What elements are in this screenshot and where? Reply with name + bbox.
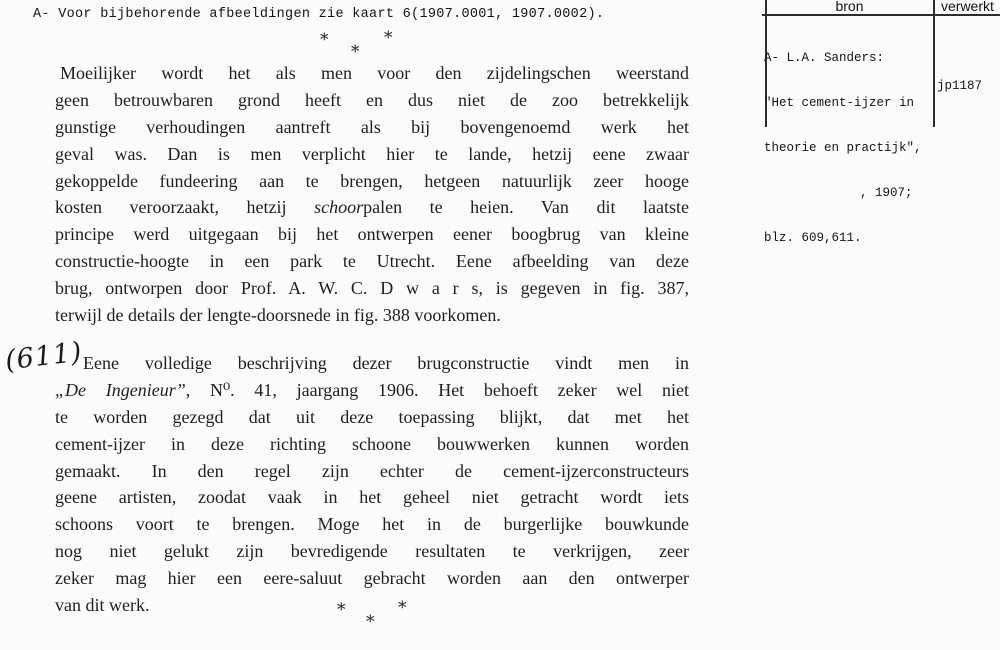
asterisk-icon: * xyxy=(337,600,346,620)
source-line: theorie en practijk", xyxy=(764,141,922,155)
text-line: zeker mag hier een eere-saluut gebracht worden aan den ontwerper xyxy=(55,568,689,589)
paragraph-1 xyxy=(55,60,689,329)
text-line: constructie-hoogte in een park te Utrecht. Eene afbeelding van deze xyxy=(55,251,689,272)
text-run-italic: schoor xyxy=(314,197,364,218)
text-line xyxy=(55,377,689,404)
text-run: , N⁰. 41, jaargang 1906. Het behoeft zeker wel niet xyxy=(185,379,689,400)
text-run-italic: „De Ingenieur” xyxy=(55,379,186,400)
text-run: kosten veroorzaakt, hetzij xyxy=(55,197,315,218)
text-line: terwijl de details der lengte-doorsnede in fig. 388 voorkomen. xyxy=(55,305,501,326)
text-line: geval was. Dan is men verplicht hier te lande, hetzij eene zwaar xyxy=(55,143,689,164)
text-line xyxy=(55,194,689,221)
paragraph-2 xyxy=(55,350,689,619)
table-header-rule xyxy=(762,14,1000,16)
text-line: geene artisten, zoodat vaak in het geheel niet getracht wordt iets xyxy=(55,487,689,508)
asterisk-icon: * xyxy=(366,612,375,632)
table-column-header-bron: bron xyxy=(835,0,864,14)
text-line: brug, ontworpen door Prof. A. W. C. D w a r s, is gegeven in fig. 387, xyxy=(55,278,689,299)
text-line: schoons voort te brengen. Moge het in de burgerlijke bouwkunde xyxy=(55,514,689,535)
handwritten-margin-note: (611) xyxy=(3,336,85,377)
text-line: principe werd uitgegaan bij het ontwerpen eener boogbrug van kleine xyxy=(55,224,689,245)
text-line: nog niet gelukt zijn bevredigende resultaten te verkrijgen, zeer xyxy=(55,541,689,562)
source-line: , 1907; xyxy=(860,186,913,200)
source-line: blz. 609,611. xyxy=(764,231,862,245)
typed-reference-note: A- Voor bijbehorende afbeeldingen zie kaart 6(1907.0001, 1907.0002). xyxy=(33,7,605,22)
text-line: Moeilijker wordt het als men voor den zijdelingschen weerstand xyxy=(60,63,689,83)
table-cell-verwerkt: jp1187 xyxy=(937,79,983,93)
text-line: te worden gezegd dat uit deze toepassing blijkt, dat met het xyxy=(55,406,689,427)
text-line: cement-ijzer in deze richting schoone bouwwerken kunnen worden xyxy=(55,433,689,454)
asterisk-icon: * xyxy=(351,42,360,62)
text-line: Eene volledige beschrijving dezer brugconstructie vindt men in xyxy=(83,353,689,373)
asterisk-icon: * xyxy=(398,598,407,618)
text-run: palen te heien. Van dit laatste xyxy=(363,197,689,218)
table-cell-bron xyxy=(764,21,934,276)
text-line: gunstige verhoudingen aantreft als bij bovengenoemd werk het xyxy=(55,116,689,137)
asterisk-icon: * xyxy=(384,28,393,48)
text-line: van dit werk. xyxy=(55,595,150,616)
asterisk-icon: * xyxy=(320,30,329,50)
text-line: geen betrouwbaren grond heeft en dus niet de zoo betrekkelijk xyxy=(55,89,689,110)
table-column-header-verwerkt: verwerkt xyxy=(941,0,994,14)
text-line: gekoppelde fundeering aan te brengen, hetgeen natuurlijk zeer hooge xyxy=(55,170,689,191)
source-line: A- L.A. Sanders: xyxy=(764,51,885,65)
source-line: "Het cement-ijzer in xyxy=(764,96,915,110)
text-line: gemaakt. In den regel zijn echter de cement-ijzerconstructeurs xyxy=(55,460,689,481)
